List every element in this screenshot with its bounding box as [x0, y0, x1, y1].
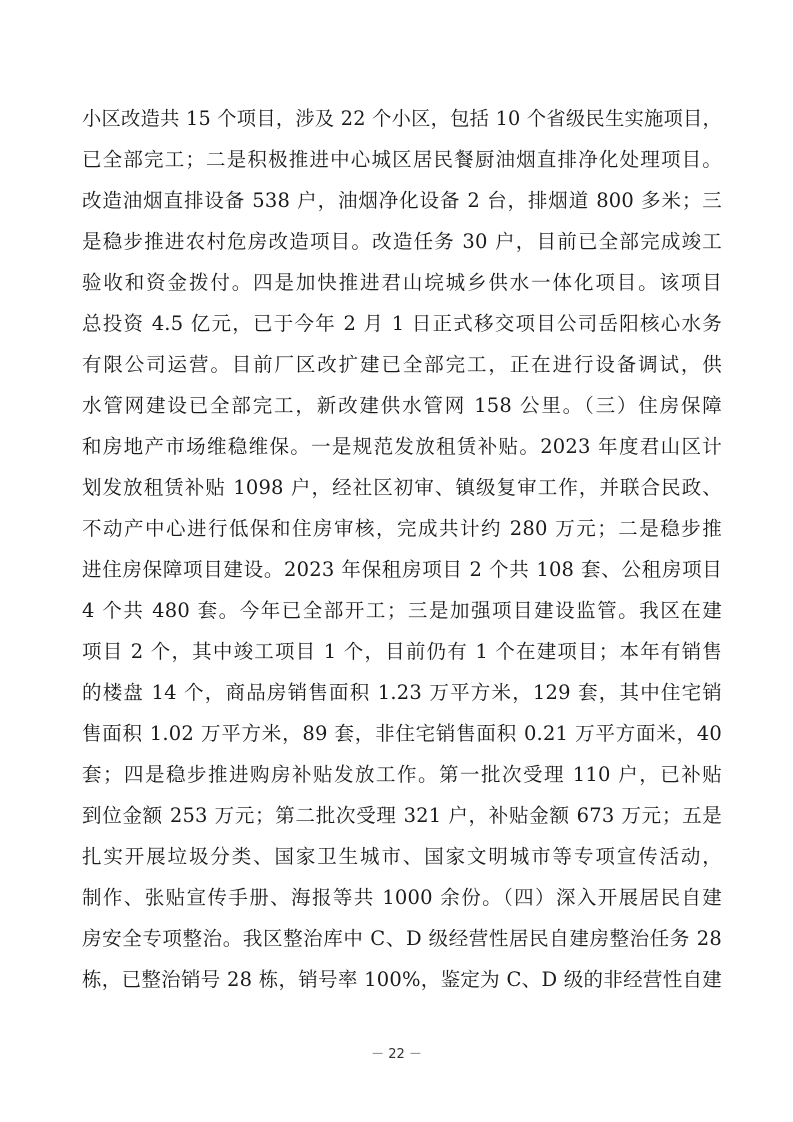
body-text — [82, 98, 722, 1000]
text-line: 小区改造共 15 个项目，涉及 22 个小区，包括 10 个省级民生实施项目， — [82, 107, 722, 130]
text-line: 房安全专项整治。我区整治库中 C、D 级经营性居民自建房整治任务 28 — [82, 927, 722, 950]
text-line: 4 个共 480 套。今年已全部开工；三是加强项目建设监管。我区在建 — [82, 599, 722, 622]
page-number: － 22 － — [371, 1047, 422, 1062]
text-line: 套；四是稳步推进购房补贴发放工作。第一批次受理 110 户，已补贴 — [82, 763, 722, 786]
text-line: 划发放租赁补贴 1098 户，经社区初审、镇级复审工作，并联合民政、 — [82, 476, 722, 499]
text-line: 扎实开展垃圾分类、国家卫生城市、国家文明城市等专项宣传活动， — [82, 845, 722, 868]
text-line: 进住房保障项目建设。2023 年保租房项目 2 个共 108 套、公租房项目 — [82, 558, 722, 581]
text-line: 项目 2 个，其中竣工项目 1 个，目前仍有 1 个在建项目；本年有销售 — [82, 640, 722, 663]
text-line: 有限公司运营。目前厂区改扩建已全部完工，正在进行设备调试，供 — [82, 353, 722, 376]
text-line: 已全部完工；二是积极推进中心城区居民餐厨油烟直排净化处理项目。 — [82, 148, 722, 171]
text-line: 是稳步推进农村危房改造项目。改造任务 30 户，目前已全部完成竣工 — [82, 230, 722, 253]
text-line: 总投资 4.5 亿元，已于今年 2 月 1 日正式移交项目公司岳阳核心水务 — [82, 312, 722, 335]
text-line: 不动产中心进行低保和住房审核，完成共计约 280 万元；二是稳步推 — [82, 517, 722, 540]
text-line: 制作、张贴宣传手册、海报等共 1000 余份。（四）深入开展居民自建 — [82, 886, 722, 909]
text-line: 验收和资金拨付。四是加快推进君山垸城乡供水一体化项目。该项目 — [82, 271, 722, 294]
text-line: 售面积 1.02 万平方米，89 套，非住宅销售面积 0.21 万平方面米，40 — [82, 722, 722, 745]
text-line: 栋，已整治销号 28 栋，销号率 100%，鉴定为 C、D 级的非经营性自建 — [82, 968, 722, 991]
text-line: 到位金额 253 万元；第二批次受理 321 户，补贴金额 673 万元；五是 — [82, 804, 722, 827]
text-line: 的楼盘 14 个，商品房销售面积 1.23 万平方米，129 套，其中住宅销 — [82, 681, 722, 704]
text-line: 改造油烟直排设备 538 户，油烟净化设备 2 台，排烟道 800 多米；三 — [82, 189, 722, 212]
text-line: 水管网建设已全部完工，新改建供水管网 158 公里。（三）住房保障 — [82, 394, 722, 417]
text-line: 和房地产市场维稳维保。一是规范发放租赁补贴。2023 年度君山区计 — [82, 435, 722, 458]
